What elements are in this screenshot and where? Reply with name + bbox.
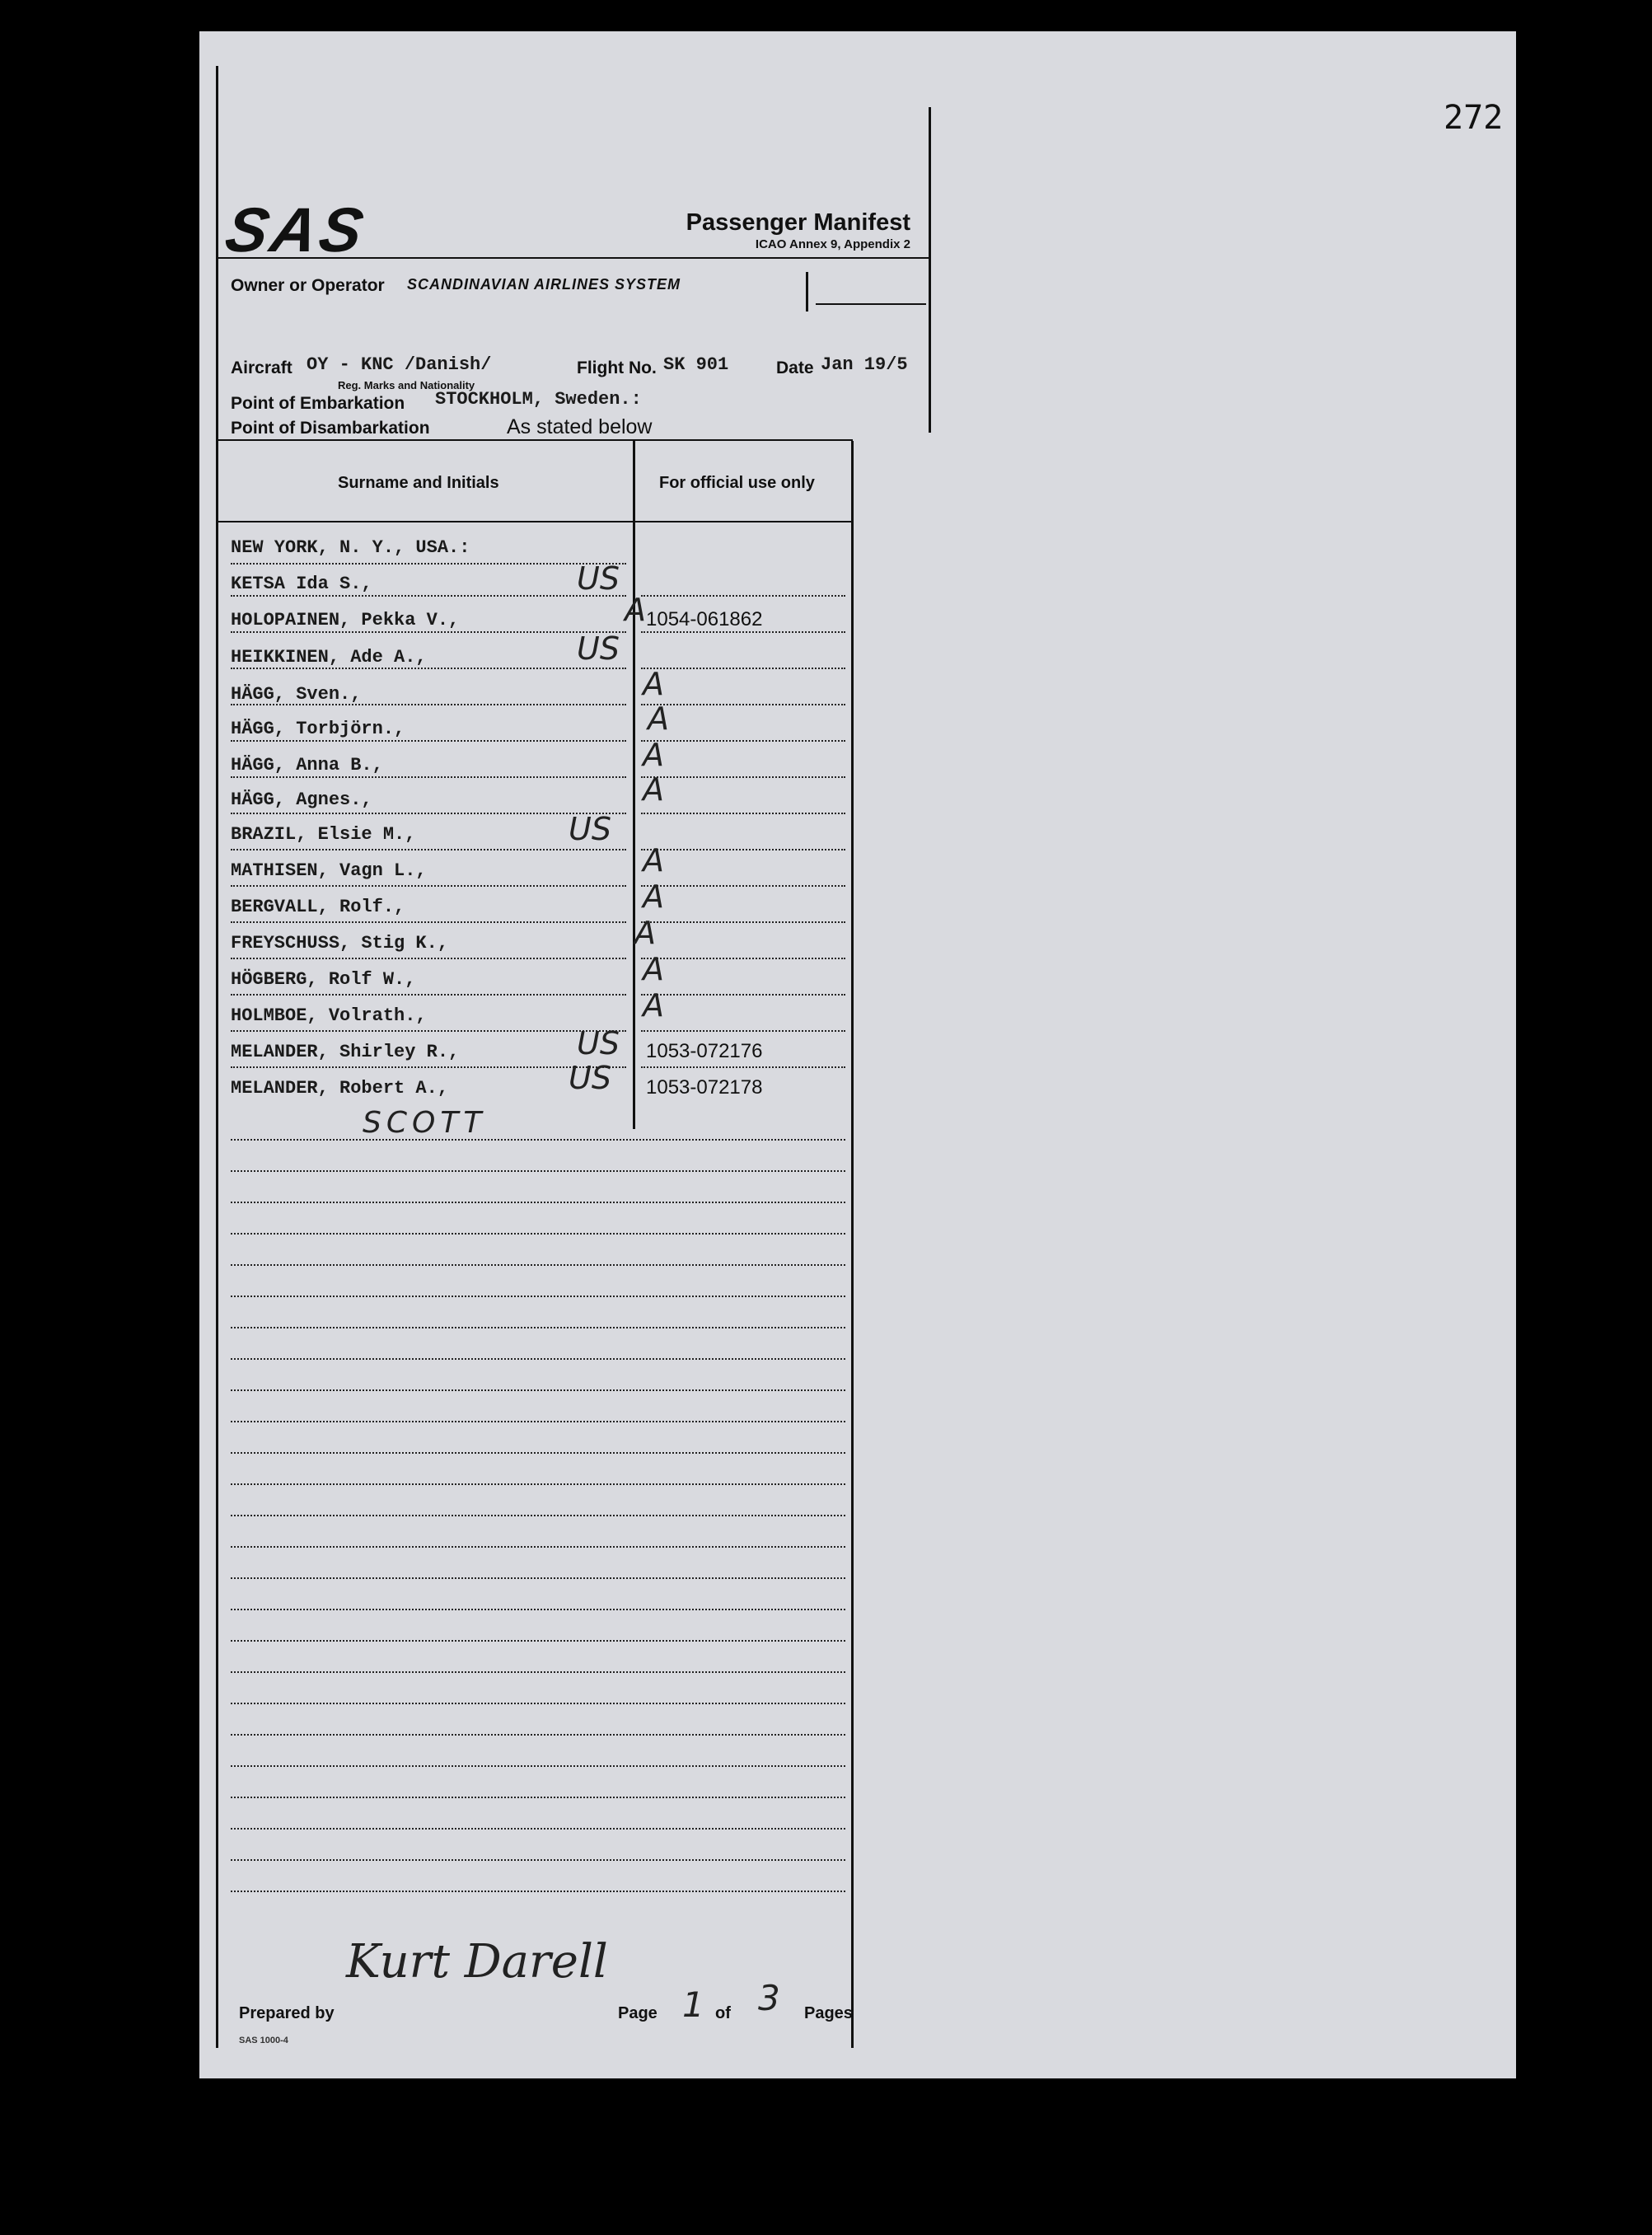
table-top-line bbox=[216, 439, 853, 441]
ruled-line bbox=[231, 1202, 845, 1204]
passenger-name: MELANDER, Robert A., bbox=[231, 1078, 449, 1099]
ruled-line bbox=[231, 1327, 845, 1329]
ruled-line bbox=[231, 1577, 845, 1580]
total-pages-value: 3 bbox=[758, 1978, 780, 2018]
passenger-mark: A bbox=[643, 666, 664, 702]
ruled-line bbox=[231, 1264, 845, 1267]
ruled-line-official bbox=[641, 740, 845, 743]
ruled-line bbox=[231, 1296, 845, 1298]
passenger-mark: A bbox=[634, 915, 656, 951]
ruled-line bbox=[231, 1671, 845, 1674]
ruled-line bbox=[231, 994, 626, 996]
ruled-line bbox=[231, 595, 626, 597]
ruled-line bbox=[231, 1233, 845, 1235]
ruled-line bbox=[231, 1030, 626, 1033]
ruled-line-official bbox=[641, 704, 845, 706]
passenger-name: HÄGG, Anna B., bbox=[231, 755, 383, 775]
passenger-mark: A bbox=[643, 842, 664, 879]
page-number: 272 bbox=[1444, 99, 1504, 137]
ruled-line-official bbox=[641, 994, 845, 996]
passenger-official: 1053-072176 bbox=[646, 1040, 763, 1062]
passenger-mark: US bbox=[577, 630, 620, 667]
aircraft-value: OY - KNC /Danish/ bbox=[307, 354, 492, 375]
ruled-line bbox=[231, 1421, 845, 1423]
owner-divider bbox=[806, 272, 808, 312]
ruled-line bbox=[231, 813, 626, 815]
ruled-line bbox=[231, 1389, 845, 1392]
ruled-line bbox=[231, 1640, 845, 1642]
ruled-line-official bbox=[641, 668, 845, 670]
ruled-line-official bbox=[641, 849, 845, 851]
destination-heading: NEW YORK, N. Y., USA.: bbox=[231, 537, 470, 558]
column-header-surname: Surname and Initials bbox=[338, 474, 499, 492]
ruled-line bbox=[231, 1546, 845, 1549]
passenger-name: BRAZIL, Elsie M., bbox=[231, 824, 416, 845]
passenger-mark: A bbox=[643, 987, 664, 1024]
ruled-line bbox=[231, 631, 626, 634]
form-border-right bbox=[851, 441, 854, 2048]
of-label: of bbox=[715, 2004, 731, 2022]
ruled-line bbox=[231, 1139, 845, 1141]
ruled-line bbox=[231, 1703, 845, 1705]
signature: Kurt Darell bbox=[346, 1935, 608, 1989]
ruled-line-official bbox=[641, 776, 845, 779]
passenger-mark: US bbox=[569, 1060, 611, 1096]
ruled-line bbox=[231, 849, 626, 851]
flight-label: Flight No. bbox=[577, 358, 657, 377]
date-label: Date bbox=[776, 358, 814, 377]
ruled-line bbox=[231, 1066, 626, 1069]
page-label: Page bbox=[618, 2004, 658, 2022]
ruled-line bbox=[231, 1170, 845, 1173]
aircraft-label: Aircraft bbox=[231, 358, 292, 377]
passenger-mark: A bbox=[625, 592, 646, 628]
pages-label: Pages bbox=[804, 2004, 853, 2022]
passenger-mark: US bbox=[577, 1025, 620, 1061]
passenger-name: MATHISEN, Vagn L., bbox=[231, 860, 427, 881]
flight-value: SK 901 bbox=[663, 354, 729, 375]
ruled-line bbox=[231, 1859, 845, 1862]
owner-blank-line bbox=[816, 303, 926, 305]
form-code: SAS 1000-4 bbox=[239, 2036, 288, 2045]
ruled-line bbox=[231, 885, 626, 888]
passenger-mark: A bbox=[643, 951, 664, 987]
form-border-right-top bbox=[929, 107, 931, 433]
passenger-name: BERGVALL, Rolf., bbox=[231, 897, 405, 917]
embark-label: Point of Embarkation bbox=[231, 394, 405, 413]
passenger-name: KETSA Ida S., bbox=[231, 574, 372, 594]
passenger-official: 1053-072178 bbox=[646, 1076, 763, 1099]
ruled-line-official bbox=[641, 631, 845, 634]
passenger-official: 1054-061862 bbox=[646, 608, 763, 630]
ruled-line bbox=[231, 1828, 845, 1830]
passenger-name: FREYSCHUSS, Stig K., bbox=[231, 933, 449, 954]
ruled-line-official bbox=[641, 595, 845, 597]
owner-value: SCANDINAVIAN AIRLINES SYSTEM bbox=[407, 276, 681, 293]
ruled-line bbox=[231, 668, 626, 670]
ruled-line bbox=[231, 921, 626, 924]
form-border-left bbox=[216, 66, 218, 2048]
passenger-name: HÖGBERG, Rolf W., bbox=[231, 969, 416, 990]
ruled-line bbox=[231, 1452, 845, 1455]
manifest-subtitle: ICAO Annex 9, Appendix 2 bbox=[755, 237, 910, 251]
passenger-mark: A bbox=[643, 737, 664, 773]
passenger-name: HOLOPAINEN, Pekka V., bbox=[231, 610, 460, 630]
ruled-line-official bbox=[641, 1066, 845, 1069]
ruled-line-official bbox=[641, 1030, 845, 1033]
passenger-mark: A bbox=[643, 879, 664, 915]
date-value: Jan 19/5 bbox=[821, 354, 908, 375]
manifest-title: Passenger Manifest bbox=[686, 209, 910, 236]
ruled-line bbox=[231, 1797, 845, 1799]
passenger-mark: US bbox=[569, 811, 611, 847]
ruled-line bbox=[231, 776, 626, 779]
prepared-label: Prepared by bbox=[239, 2004, 335, 2022]
ruled-line bbox=[231, 1358, 845, 1361]
ruled-line-official bbox=[641, 921, 845, 924]
passenger-mark: A bbox=[648, 700, 669, 737]
ruled-line bbox=[231, 1765, 845, 1768]
ruled-line bbox=[231, 1515, 845, 1517]
column-divider bbox=[633, 441, 635, 1129]
sas-logo: SAS bbox=[220, 195, 372, 265]
reg-caption: Reg. Marks and Nationality bbox=[338, 379, 475, 391]
passenger-mark: A bbox=[643, 771, 664, 808]
passenger-name: HÄGG, Torbjörn., bbox=[231, 719, 405, 739]
ruled-line bbox=[231, 958, 626, 960]
ruled-line-official bbox=[641, 958, 845, 960]
correction-note: SCOTT bbox=[363, 1106, 487, 1140]
column-header-official: For official use only bbox=[659, 474, 815, 492]
destination-underline bbox=[231, 563, 626, 565]
ruled-line bbox=[231, 740, 626, 743]
passenger-name: HÄGG, Agnes., bbox=[231, 790, 372, 810]
passenger-name: HOLMBOE, Volrath., bbox=[231, 1005, 427, 1026]
passenger-name: HÄGG, Sven., bbox=[231, 684, 362, 705]
disembark-value: As stated below bbox=[507, 415, 653, 438]
table-header-line bbox=[216, 521, 853, 522]
owner-label: Owner or Operator bbox=[231, 276, 385, 295]
ruled-line bbox=[231, 1609, 845, 1611]
passenger-mark: US bbox=[577, 560, 620, 597]
page-value: 1 bbox=[682, 1984, 704, 2025]
ruled-line bbox=[231, 1891, 845, 1893]
disembark-label: Point of Disambarkation bbox=[231, 419, 430, 438]
passenger-name: HEIKKINEN, Ade A., bbox=[231, 647, 427, 668]
ruled-line-official bbox=[641, 813, 845, 815]
ruled-line bbox=[231, 1734, 845, 1736]
ruled-line-official bbox=[641, 885, 845, 888]
ruled-line bbox=[231, 704, 626, 706]
embark-value: STOCKHOLM, Sweden.: bbox=[435, 389, 642, 410]
passenger-name: MELANDER, Shirley R., bbox=[231, 1042, 460, 1062]
ruled-line bbox=[231, 1483, 845, 1486]
